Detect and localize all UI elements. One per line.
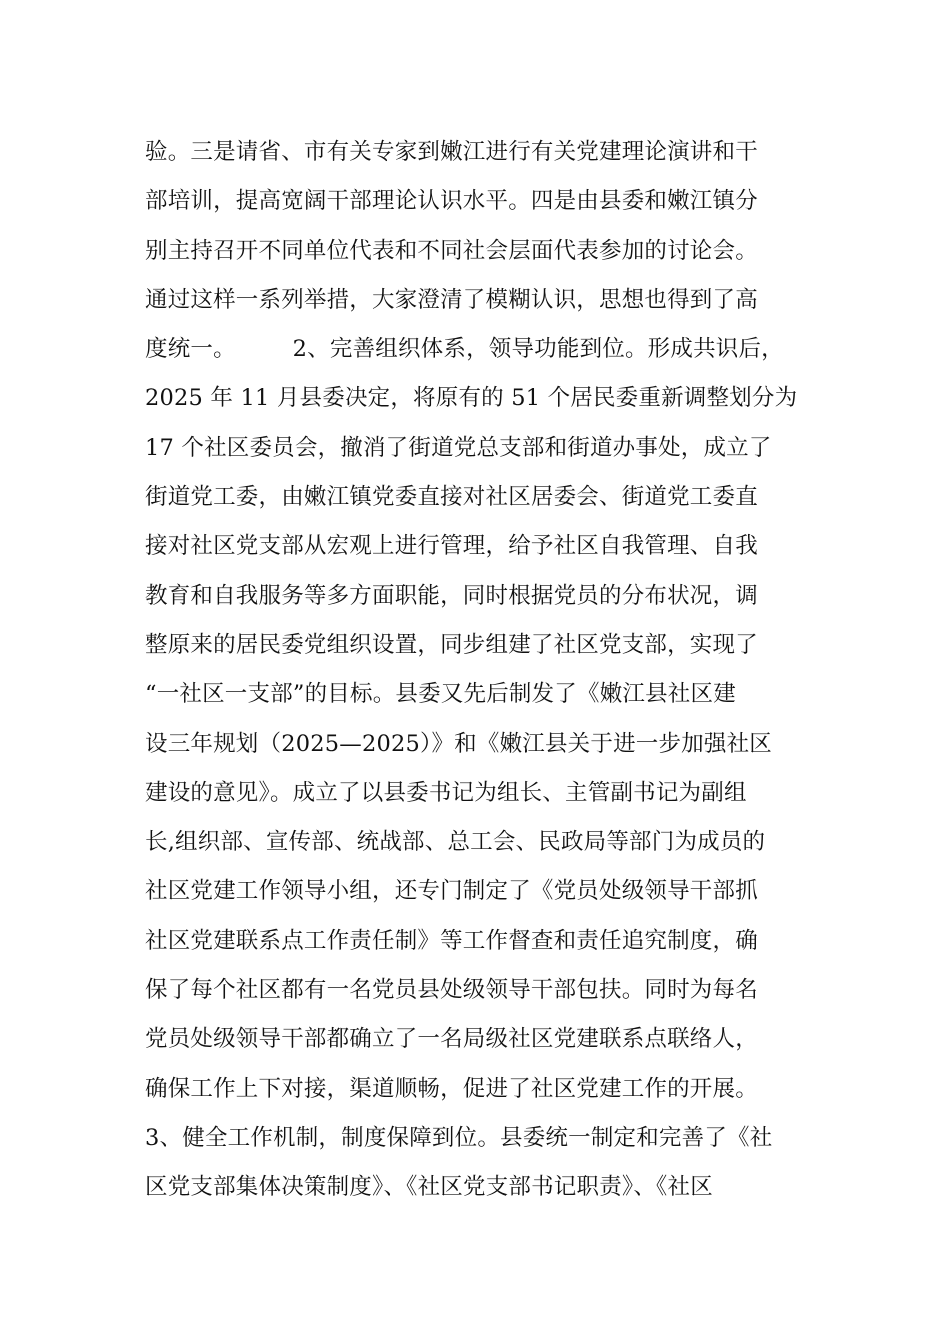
text-line: 别主持召开不同单位代表和不同社会层面代表参加的讨论会。 [145, 237, 758, 264]
text-line: 长,组织部、宣传部、统战部、总工会、民政局等部门为成员的 [145, 829, 766, 856]
text-line: 整原来的居民委党组织设置，同步组建了社区党支部，实现了 [145, 631, 758, 658]
text-line: 区党支部集体决策制度》、《社区党支部书记职责》、《社区 [145, 1174, 713, 1201]
text-line: “一社区一支部”的目标。县委又先后制发了《嫩江县社区建 [145, 681, 736, 708]
text-line: 社区党建工作领导小组，还专门制定了《党员处级领导干部抓 [145, 878, 758, 905]
text-line: 社区党建联系点工作责任制》等工作督查和责任追究制度，确 [145, 927, 758, 954]
text-line: 教育和自我服务等多方面职能，同时根据党员的分布状况，调 [145, 582, 758, 609]
text-line: 接对社区党支部从宏观上进行管理，给予社区自我管理、自我 [145, 533, 758, 560]
text-line: 3、健全工作机制，制度保障到位。县委统一制定和完善了《社 [145, 1124, 773, 1151]
text-line: 度统一。 2、完善组织体系，领导功能到位。形成共识后， [145, 336, 784, 363]
text-line: 党员处级领导干部都确立了一名局级社区党建联系点联络人， [145, 1026, 758, 1053]
body-text [145, 128, 815, 1213]
text-line: 街道党工委，由嫩江镇党委直接对社区居委会、街道党工委直 [145, 484, 758, 511]
text-line: 设三年规划（2025—2025）》和《嫩江县关于进一步加强社区 [145, 730, 772, 757]
text-line: 建设的意见》。成立了以县委书记为组长、主管副书记为副组 [145, 779, 747, 806]
text-line: 通过这样一系列举措，大家澄清了模糊认识，思想也得到了高 [145, 286, 758, 313]
text-line: 2025 年 11 月县委决定，将原有的 51 个居民委重新调整划分为 [145, 385, 798, 412]
text-line: 确保工作上下对接，渠道顺畅，促进了社区党建工作的开展。 [145, 1075, 758, 1102]
text-line: 部培训，提高宽阔干部理论认识水平。四是由县委和嫩江镇分 [145, 188, 758, 215]
text-line: 保了每个社区都有一名党员县处级领导干部包扶。同时为每名 [145, 977, 758, 1004]
text-line: 17 个社区委员会，撤消了街道党总支部和街道办事处，成立了 [145, 434, 772, 461]
text-line: 验。三是请省、市有关专家到嫩江进行有关党建理论演讲和干 [145, 139, 758, 165]
